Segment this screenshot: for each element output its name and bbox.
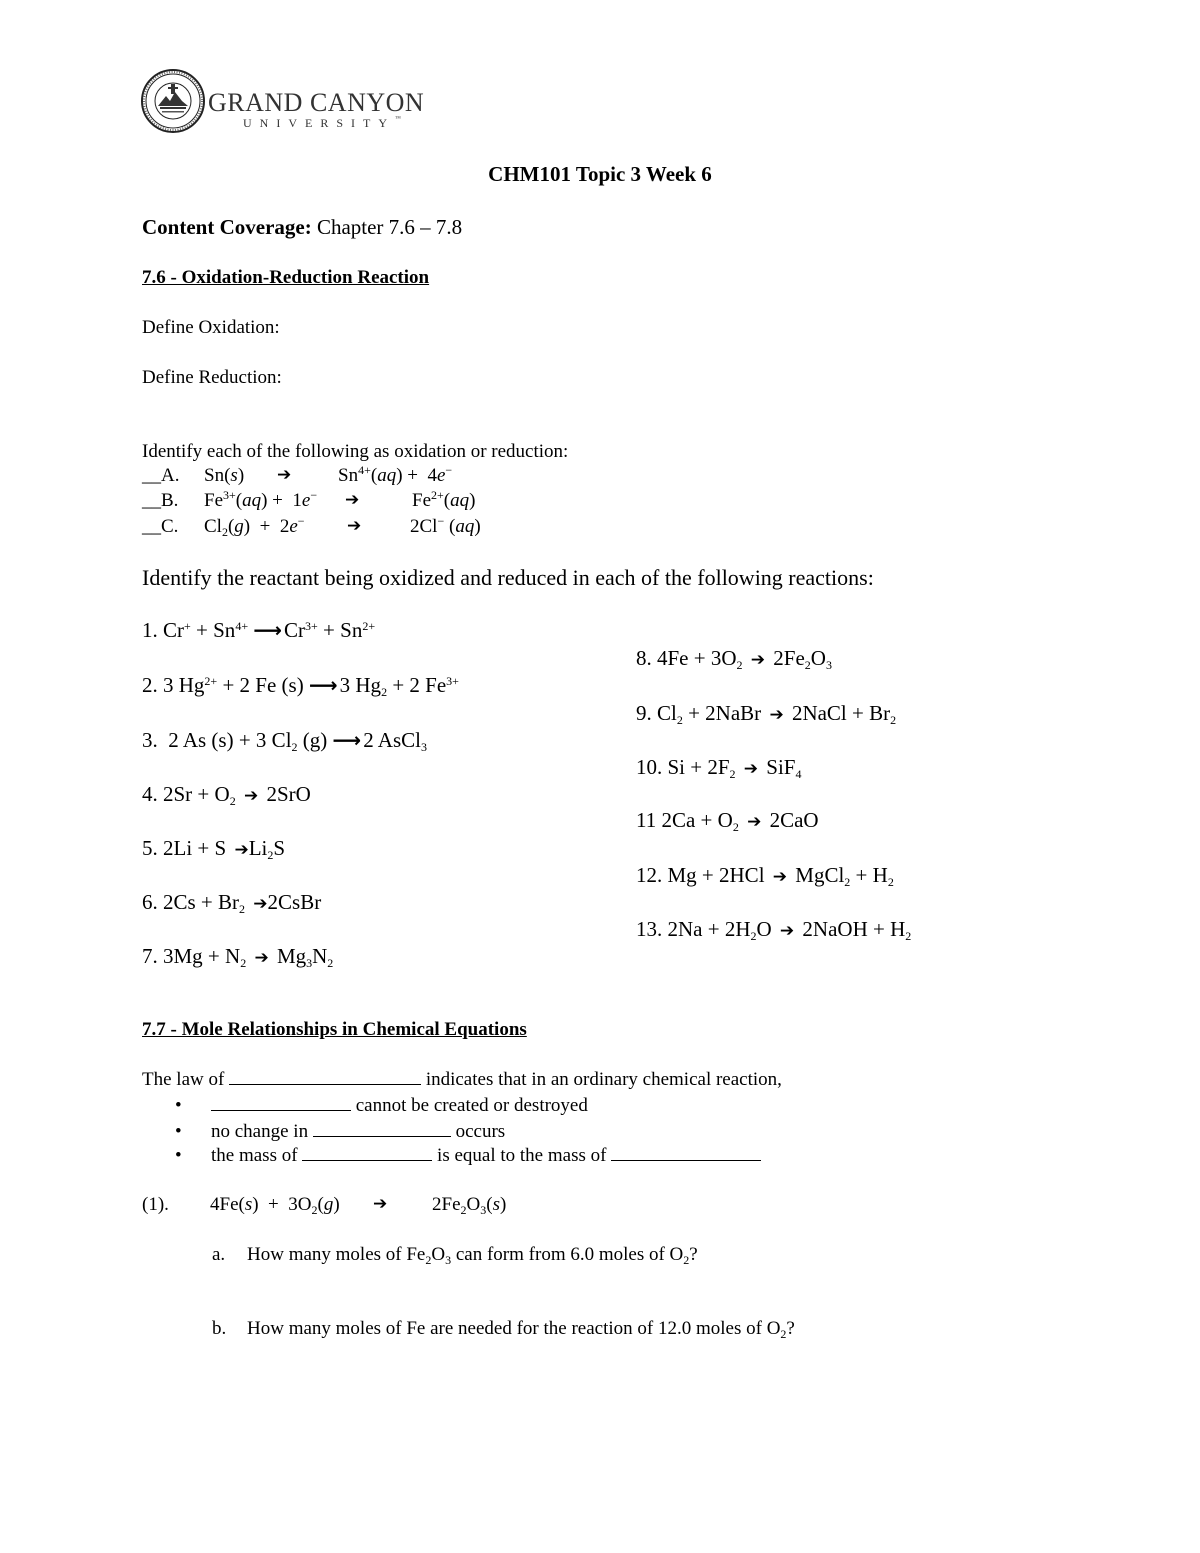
bullet-item-1: • cannot be created or destroyed [175,1095,588,1116]
arrow-icon: ➔ [347,516,362,536]
reaction-12: 12. Mg + 2HCl ➔ MgCl$_2$ + $H_2$ [636,863,894,889]
coverage-label: Content Coverage: [142,215,312,239]
page-title: CHM101 Topic 3 Week 6 [488,162,712,186]
law-statement: The law of indicates that in an ordinary chemical reaction, [142,1069,782,1090]
define-oxidation: Define Oxidation: [142,317,280,338]
logo-subtitle: UNIVERSITY™ [243,116,401,130]
bullet-icon: • [175,1145,182,1166]
answer-blank[interactable] [611,1145,761,1161]
reaction-9: 9. $Cl_2$ + 2NaBr ➔ 2NaCl + $Br_2$ [636,701,897,727]
reaction-8: 8. $4Fe + 3O_2$ ➔ $2Fe_2O_3$ [636,646,832,672]
section-heading-7-7: 7.7 - Mole Relationships in Chemical Equations [142,1019,527,1040]
coverage-value: Chapter 7.6 – 7.8 [316,215,463,239]
reactant-prompt: Identify the reactant being oxidized and reduced in each of the following reactions: [142,565,874,590]
define-reduction: Define Reduction: [142,367,282,388]
answer-blank[interactable] [302,1145,432,1161]
arrow-icon: ➔ [345,490,360,510]
bullet-icon: • [175,1121,182,1142]
university-seal-icon [140,68,206,134]
section-heading-7-6: 7.6 - Oxidation-Reduction Reaction [142,267,430,288]
reaction-1: 1. $Cr^+ + Sn^{4+}$ $⟶Cr^{3+} + Sn^{2+}$ [142,618,376,642]
answer-blank[interactable] [229,1069,421,1085]
reaction-6: 6. $2Cs + Br_2$ ➔2CsBr [142,890,322,916]
arrow-icon: ➔ [373,1194,388,1214]
arrow-icon: ➔ [277,465,292,485]
bullet-icon: • [175,1095,182,1116]
answer-blank[interactable] [211,1095,351,1111]
content-coverage [142,215,462,239]
reaction-7: 7. $3Mg + N_2$ ➔ $Mg_3N_2$ [142,944,334,970]
logo-wordmark: GRAND CANYON [208,88,425,117]
reaction-13: 13. $2Na + 2H_2O$ ➔ 2NaOH + $H_2$ [636,917,912,943]
reaction-10: 10. $Si + 2F_2$ ➔ SiF$_4$ [636,755,802,781]
reaction-2: 2. 3 $Hg^{2+} + 2$ Fe (s) ⟶3 $Hg_2 + 2$ $Fe^{3+}$ [142,673,459,699]
university-logo [140,68,425,134]
reaction-4: 4. $2Sr + O_2$ ➔ 2SrO [142,782,311,808]
reaction-5: 5. 2Li + S $➔Li_2S$ [142,836,286,862]
bullet-item-3: • the mass of is equal to the mass of [211,1145,761,1167]
answer-blank[interactable] [313,1121,451,1137]
reaction-11: 11 $2Ca + O_2$ ➔ 2CaO [636,808,819,834]
identify-prompt: Identify each of the following as oxidation or reduction: [142,441,569,462]
reaction-3: 3. 2 As (s) + 3 $Cl_2$ (g) ⟶2 AsCl$_3$ [142,728,427,754]
bullet-item-2: • no change in occurs [175,1121,506,1142]
